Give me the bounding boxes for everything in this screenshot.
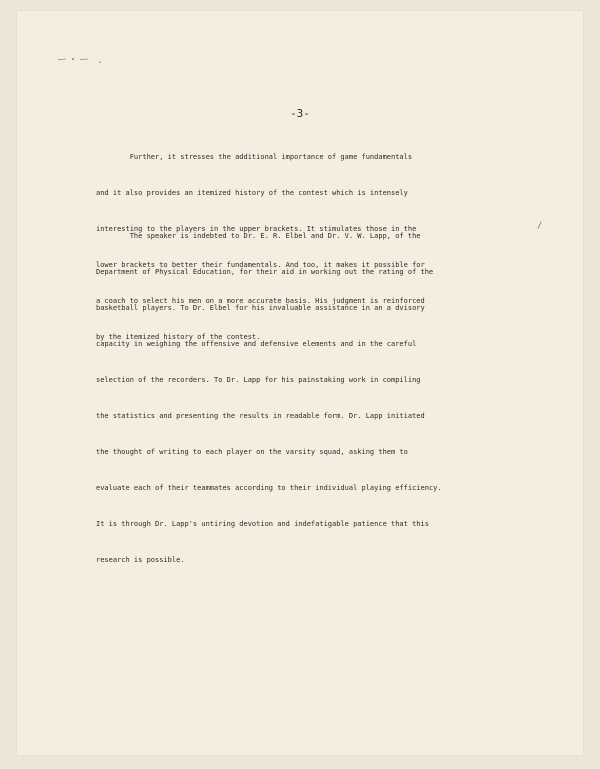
paragraph-1-line: Further, it stresses the additional importance of game fundamentals [96, 153, 413, 161]
paragraph-1-line: and it also provides an itemized history of the contest which is intensely [96, 189, 408, 197]
paragraph-1-line: lower brackets to better their fundamentals. And too, it makes it possible for [96, 261, 425, 269]
paragraph-2-line: evaluate each of their teammates according to their individual playing efficiency. [96, 484, 442, 492]
paragraph-2-line: research is possible. [96, 556, 185, 564]
paragraph-2-line: capacity in weighing the offensive and defensive elements and in the careful [96, 340, 417, 348]
paragraph-1-line: interesting to the players in the upper brackets. It stimulates those in the [96, 225, 417, 233]
document-page [17, 11, 583, 755]
paragraph-2-line: selection of the recorders. To Dr. Lapp for his painstaking work in compiling [96, 376, 421, 384]
paragraph-2 [96, 206, 555, 590]
paragraph-2-line: the statistics and presenting the results in readable form. Dr. Lapp initiated [96, 412, 425, 420]
page-number: -3- [290, 107, 310, 120]
paragraph-2-line: The speaker is indebted to Dr. E. R. Elbel and Dr. V. W. Lapp, of the [96, 232, 421, 240]
ink-mark-top-left: ー・ー . [57, 55, 105, 66]
paragraph-2-line: basketball players. To Dr. Elbel for his invaluable assistance in an a dvisory [96, 304, 425, 312]
paragraph-2-line: Department of Physical Education, for their aid in working out the rating of the [96, 268, 434, 276]
paragraph-2-line: the thought of writing to each player on the varsity squad, asking them to [96, 448, 408, 456]
paragraph-2-line: It is through Dr. Lapp's untiring devotion and indefatigable patience that this [96, 520, 429, 528]
paragraph-1-line: a coach to select his men on a more accurate basis. His judgment is reinforced [96, 297, 425, 305]
paragraph-1-line: by the itemized history of the contest. [96, 333, 261, 341]
ink-mark-right: / [537, 221, 544, 231]
